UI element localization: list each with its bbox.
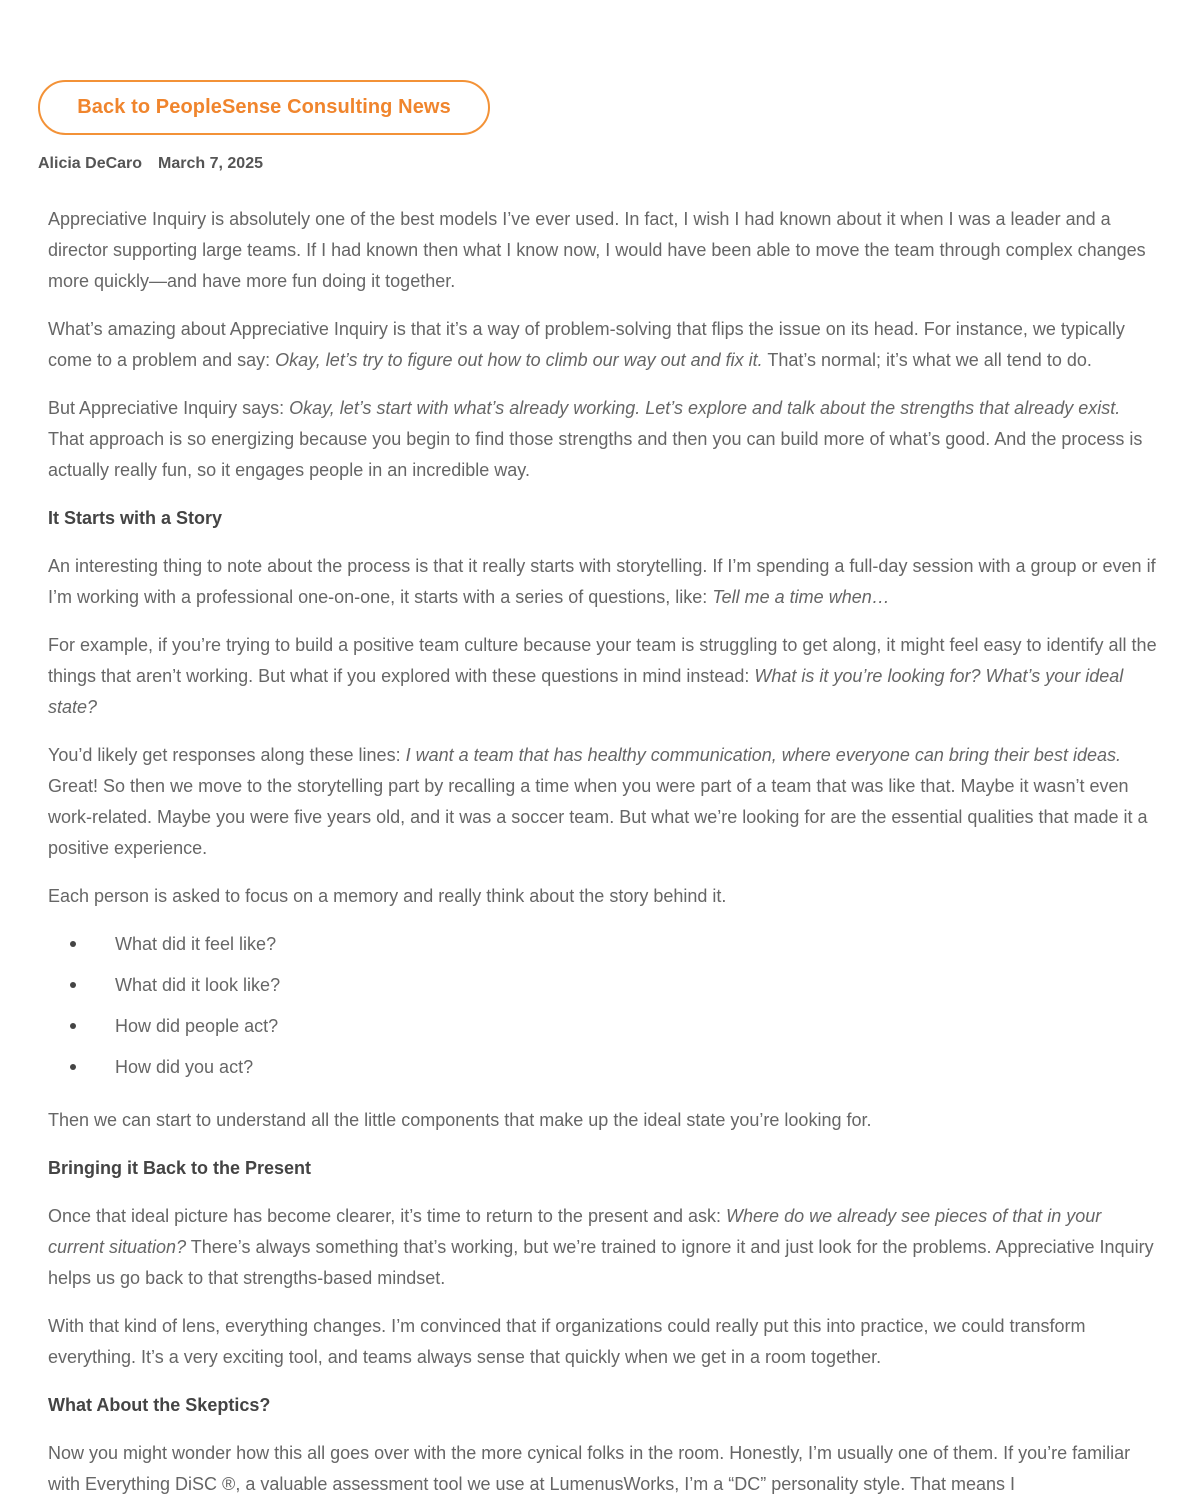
paragraph-3-emphasis: Okay, let’s start with what’s already working. Let’s explore and talk about the strengths that already exist. <box>289 398 1121 418</box>
list-item-text: How did people act? <box>115 1016 279 1036</box>
back-to-news-label: Back to PeopleSense Consulting News <box>77 96 451 118</box>
list-item-text: What did it look like? <box>115 975 281 995</box>
bullet-icon <box>70 982 76 988</box>
paragraph-6-emphasis: I want a team that has healthy communication, where everyone can bring their best ideas. <box>405 745 1121 765</box>
list-item <box>48 929 1160 970</box>
paragraph-4-emphasis: Tell me a time when… <box>712 587 890 607</box>
section-heading-present: Bringing it Back to the Present <box>48 1158 312 1178</box>
bullet-icon <box>70 1023 76 1029</box>
article-body <box>48 204 1160 1500</box>
paragraph-6-text: You’d likely get responses along these lines: <box>48 745 406 765</box>
paragraph-8: Then we can start to understand all the little components that make up the ideal state you’re looking for. <box>48 1110 872 1130</box>
paragraph-9-emphasis: Where do we already see pieces of that in your current situation? <box>48 1206 1102 1257</box>
bullet-icon <box>70 1064 76 1070</box>
paragraph-7: Each person is asked to focus on a memory and really think about the story behind it. <box>48 886 727 906</box>
paragraph-9-text-end: There’s always something that’s working, but we’re trained to ignore it and just look for the problems. Appreciative Inquiry helps us go back to that strengths-based mindset. <box>48 1237 1154 1288</box>
paragraph-3 <box>48 393 1160 486</box>
list-item <box>48 1052 1160 1093</box>
paragraph-2 <box>48 314 1160 376</box>
paragraph-2-text-end: That’s normal; it’s what we all tend to do. <box>762 350 1092 370</box>
paragraph-2-text: What’s amazing about Appreciative Inquiry is that it’s a way of problem-solving that flips the issue on its head. For instance, we typically come to a problem and say: <box>48 319 1125 370</box>
question-list <box>48 929 1160 1093</box>
paragraph-4 <box>48 551 1160 613</box>
list-item <box>48 1011 1160 1052</box>
paragraph-5-emphasis: What is it you’re looking for? What’s your ideal state? <box>48 666 1124 717</box>
back-to-news-button[interactable] <box>38 80 490 135</box>
list-item <box>48 970 1160 1011</box>
paragraph-10: With that kind of lens, everything changes. I’m convinced that if organizations could really put this into practice, we could transform everything. It’s a very exciting tool, and teams always sense that quickly when we get in a room together. <box>48 1316 1086 1367</box>
paragraph-9-text: Once that ideal picture has become clearer, it’s time to return to the present and ask: <box>48 1206 727 1226</box>
paragraph-3-text: But Appreciative Inquiry says: <box>48 398 290 418</box>
paragraph-4-text: An interesting thing to note about the process is that it really starts with storytelling. If I’m spending a full-day session with a group or even if I’m working with a professional one-on-one, it starts with a series of questions, like: <box>48 556 1156 607</box>
list-item-text: How did you act? <box>115 1057 254 1077</box>
paragraph-1: Appreciative Inquiry is absolutely one of the best models I’ve ever used. In fact, I wish I had known about it when I was a leader and a director supporting large teams. If I had known then what I know now, I would have been able to move the team through complex changes more quickly—and have more fun doing it together. <box>48 209 1146 291</box>
paragraph-6-text-end: Great! So then we move to the storytelling part by recalling a time when you were part of a team that was like that. Maybe it wasn’t even work-related. Maybe you were five years old, and it was a soccer team. But what we’re looking for are the essential qualities that made it a positive experience. <box>48 776 1148 858</box>
paragraph-2-emphasis: Okay, let’s try to figure out how to climb our way out and fix it. <box>275 350 763 370</box>
post-date: March 7, 2025 <box>158 155 263 172</box>
list-item-text: What did it feel like? <box>115 934 277 954</box>
paragraph-5-text: For example, if you’re trying to build a positive team culture because your team is struggling to get along, it might feel easy to identify all the things that aren’t working. But what if you explored with these questions in mind instead: <box>48 635 1157 686</box>
section-heading-story: It Starts with a Story <box>48 508 223 528</box>
paragraph-5 <box>48 630 1160 723</box>
paragraph-3-text-end: That approach is so energizing because you begin to find those strengths and then you can build more of what’s good. And the process is actually really fun, so it engages people in an incredible way. <box>48 429 1143 480</box>
bullet-icon <box>70 941 76 947</box>
post-author[interactable]: Alicia DeCaro <box>38 155 143 172</box>
section-heading-skeptics: What About the Skeptics? <box>48 1395 271 1415</box>
post-meta <box>38 155 263 173</box>
paragraph-11: Now you might wonder how this all goes over with the more cynical folks in the room. Honestly, I’m usually one of them. If you’re familiar with Everything DiSC ®, a valuable assessment tool we use at LumenusWorks, I’m a “DC” personality style. That means I <box>48 1443 1131 1494</box>
paragraph-6 <box>48 740 1160 864</box>
paragraph-9 <box>48 1201 1160 1294</box>
